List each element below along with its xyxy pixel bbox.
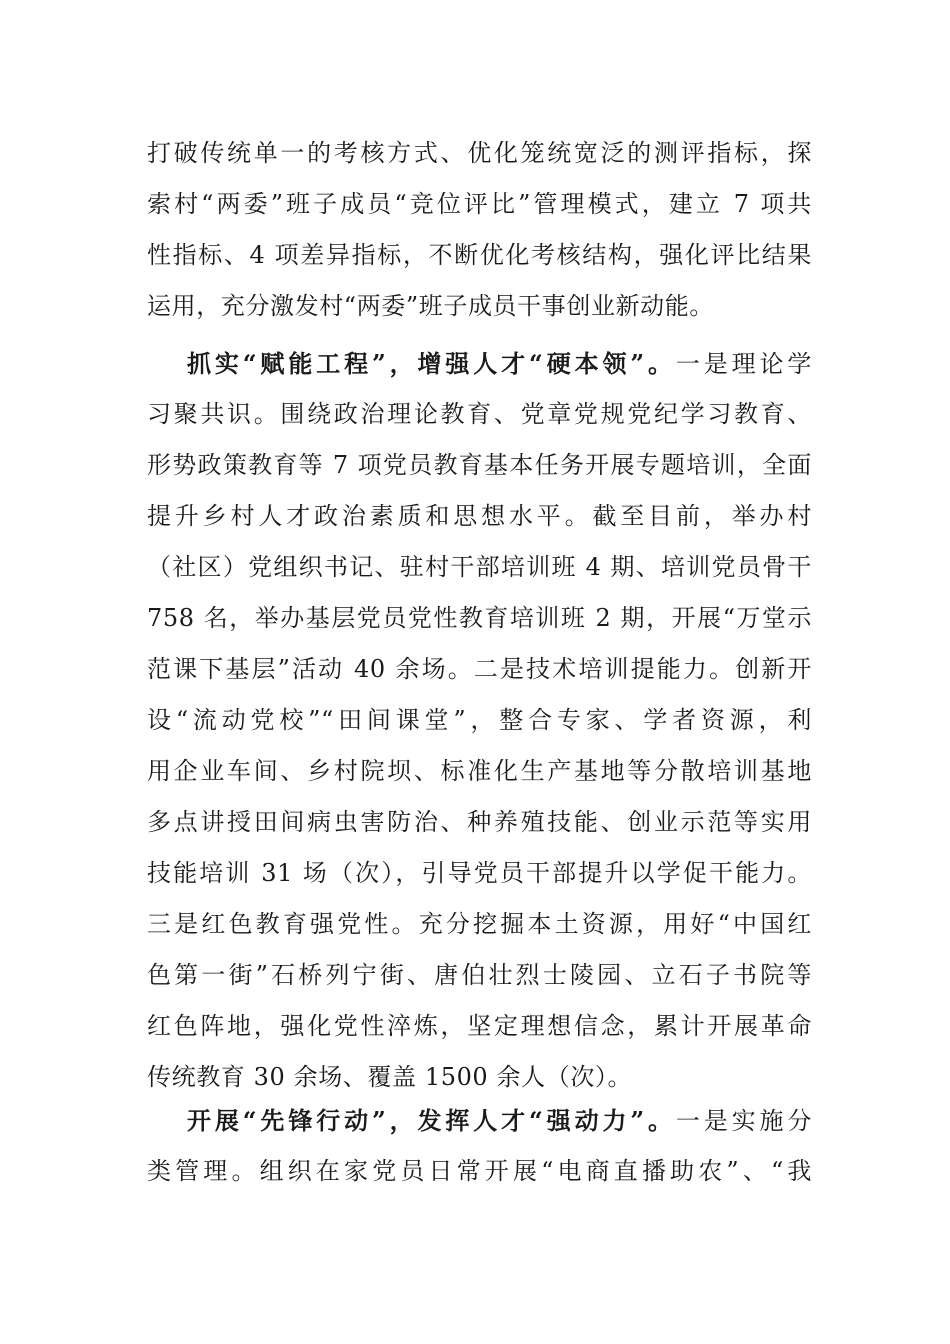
paragraph-first-line — [147, 1095, 812, 1146]
text-line: 设“流动党校”“田间课堂”，整合专家、学者资源，利 — [147, 706, 812, 734]
text-line: 形势政策教育等 7 项党员教育基本任务开展专题培训，全面 — [147, 451, 812, 479]
text-line: 范课下基层”活动 40 余场。二是技术培训提能力。创新开 — [147, 655, 812, 683]
text-line: 红色阵地，强化党性淬炼，坚定理想信念，累计开展革命 — [147, 1012, 812, 1040]
paragraph-first-line — [147, 338, 812, 389]
text-line: 打破传统单一的考核方式、优化笼统宽泛的测评指标，探 — [147, 139, 812, 167]
paragraph-heading: 开展“先锋行动”，发挥人才“强动力”。 — [187, 1106, 676, 1135]
text-line: 色第一街”石桥列宁街、唐伯壮烈士陵园、立石子书院等 — [147, 961, 812, 989]
text-line: 技能培训 31 场（次），引导党员干部提升以学促干能力。 — [147, 859, 812, 887]
text-line: 提升乡村人才政治素质和思想水平。截至目前，举办村 — [147, 502, 812, 530]
text-run: 一是理论学 — [675, 350, 812, 378]
text-line: 索村“两委”班子成员“竞位评比”管理模式，建立 7 项共 — [147, 190, 812, 218]
text-line: 多点讲授田间病虫害防治、种养殖技能、创业示范等实用 — [147, 808, 812, 836]
paragraph-heading: 抓实“赋能工程”，增强人才“硬本领”。 — [187, 349, 676, 378]
paragraph-2 — [147, 338, 812, 1103]
text-line: 习聚共识。围绕政治理论教育、党章党规党纪学习教育、 — [147, 400, 812, 428]
text-line: 类管理。组织在家党员日常开展“电商直播助农”、“我 — [147, 1157, 812, 1185]
text-line: 758 名，举办基层党员党性教育培训班 2 期，开展“万堂示 — [147, 604, 812, 632]
text-line: 三是红色教育强党性。充分挖掘本土资源，用好“中国红 — [147, 910, 812, 938]
text-run: 一是实施分 — [675, 1107, 812, 1135]
text-line: 传统教育 30 余场、覆盖 1500 余人（次）。 — [147, 1063, 633, 1091]
text-line: 运用，充分激发村“两委”班子成员干事创业新动能。 — [147, 292, 714, 320]
paragraph-1 — [147, 128, 812, 332]
paragraph-3 — [147, 1095, 812, 1197]
text-line: 性指标、4 项差异指标，不断优化考核结构，强化评比结果 — [147, 241, 812, 269]
text-line: 用企业车间、乡村院坝、标准化生产基地等分散培训基地 — [147, 757, 812, 785]
text-line: （社区）党组织书记、驻村干部培训班 4 期、培训党员骨干 — [147, 553, 812, 581]
